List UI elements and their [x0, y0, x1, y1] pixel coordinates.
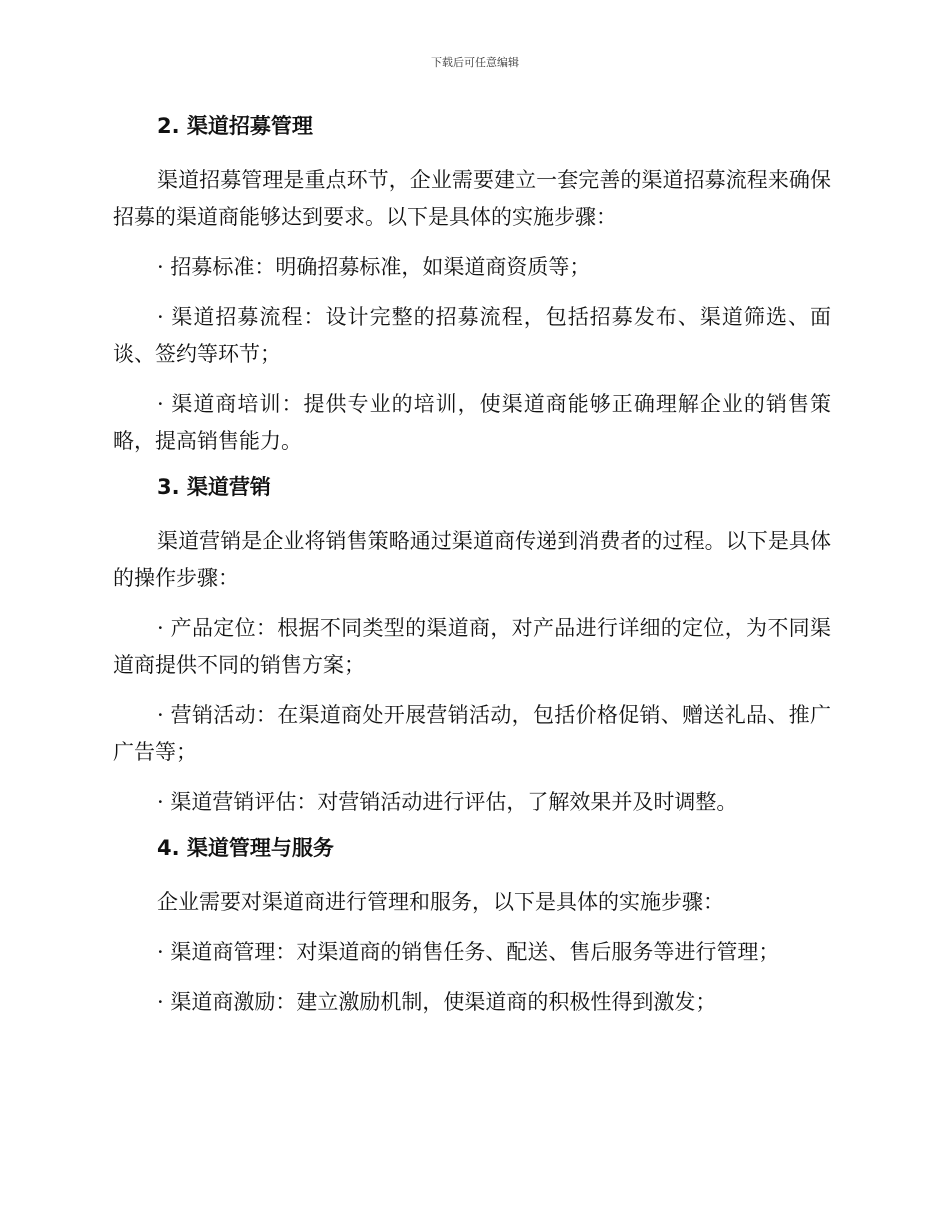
section-heading: 2. 渠道招募管理	[157, 114, 313, 138]
bullet-item: · 招募标准：明确招募标准，如渠道商资质等；	[157, 255, 591, 279]
bullet-item: · 渠道商培训：提供专业的培训，使渠道商能够正确理解企业的销售策略，提高销售能力。	[113, 392, 831, 453]
page-header: 下载后可任意编辑	[431, 56, 519, 69]
paragraph: 渠道营销是企业将销售策略通过渠道商传递到消费者的过程。以下是具体的操作步骤：	[113, 529, 831, 590]
bullet-item: · 产品定位：根据不同类型的渠道商，对产品进行详细的定位，为不同渠道商提供不同的销售方案；	[113, 616, 831, 677]
paragraph: 企业需要对渠道商进行管理和服务，以下是具体的实施步骤：	[157, 890, 724, 914]
bullet-item: · 渠道商激励：建立激励机制，使渠道商的积极性得到激发；	[157, 990, 717, 1014]
bullet-item: · 渠道招募流程：设计完整的招募流程，包括招募发布、渠道筛选、面谈、签约等环节；	[113, 305, 831, 366]
bullet-item: · 渠道营销评估：对营销活动进行评估，了解效果并及时调整。	[157, 790, 738, 814]
document-body	[113, 112, 831, 1034]
bullet-item: · 渠道商管理：对渠道商的销售任务、配送、售后服务等进行管理；	[157, 940, 780, 964]
section-heading: 4. 渠道管理与服务	[157, 836, 334, 860]
section-heading: 3. 渠道营销	[157, 475, 271, 499]
bullet-item: · 营销活动：在渠道商处开展营销活动，包括价格促销、赠送礼品、推广广告等；	[113, 703, 831, 764]
paragraph: 渠道招募管理是重点环节，企业需要建立一套完善的渠道招募流程来确保招募的渠道商能够达到要求。以下是具体的实施步骤：	[113, 168, 831, 229]
